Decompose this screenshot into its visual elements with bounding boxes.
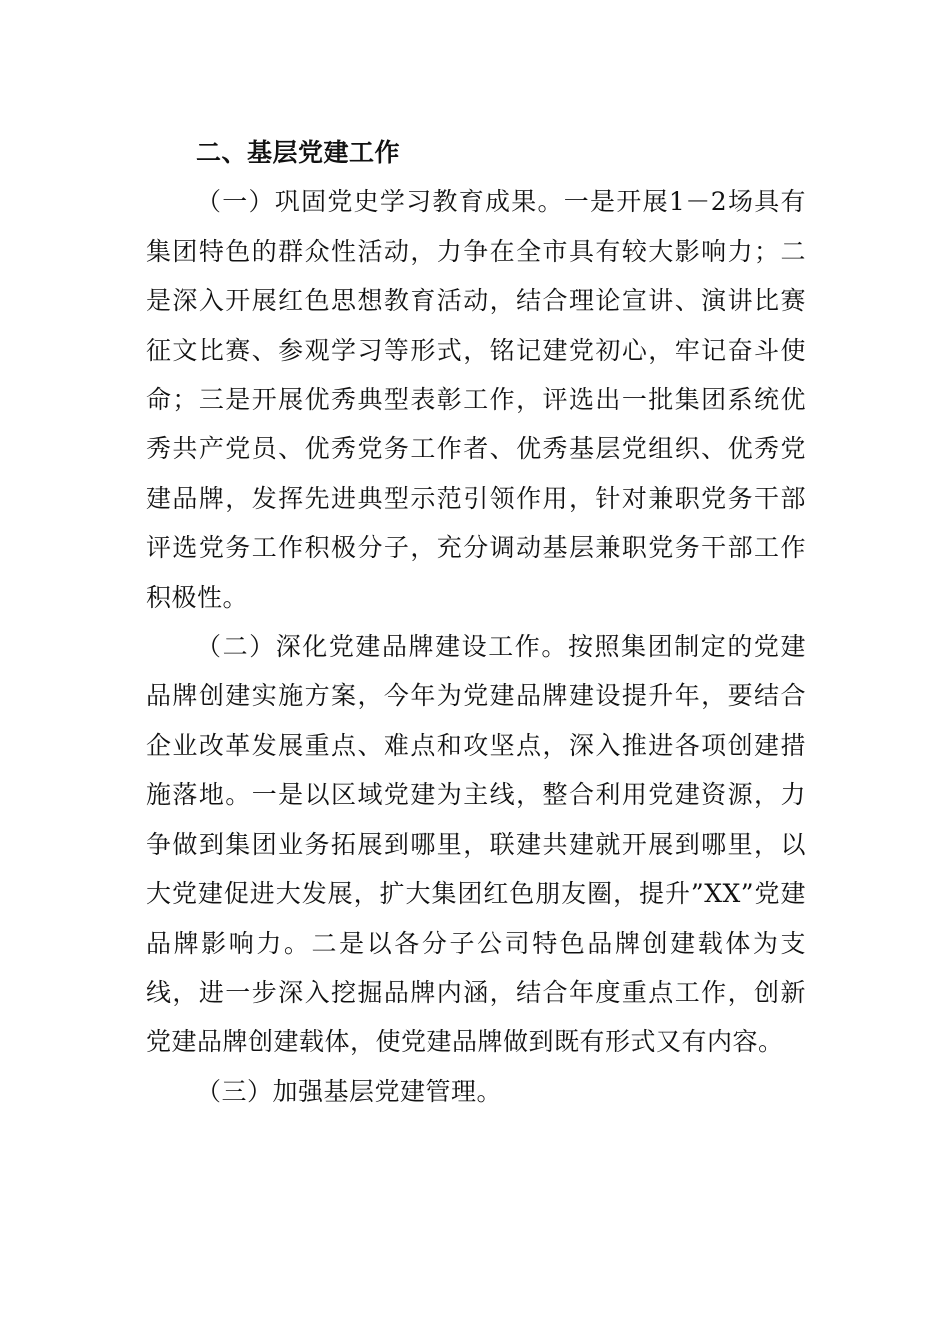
paragraph-consolidate-party-history: （一）巩固党史学习教育成果。一是开展1－2场具有集团特色的群众性活动，力争在全市具有较大影响力；二是深入开展红色思想教育活动，结合理论宣讲、演讲比赛征文比赛、参观学习等形式，铭记建党初心，牢记奋斗使命；三是开展优秀典型表彰工作，评选出一批集团系统优秀共产党员、优秀党务工作者、优秀基层党组织、优秀党建品牌，发挥先进典型示范引领作用，针对兼职党务干部评选党务工作积极分子，充分调动基层兼职党务干部工作积极性。 xyxy=(146,187,806,612)
section-heading: 二、基层党建工作 xyxy=(196,138,401,167)
paragraph-party-brand-building: （二）深化党建品牌建设工作。按照集团制定的党建品牌创建实施方案，今年为党建品牌建设提升年，要结合企业改革发展重点、难点和攻坚点，深入推进各项创建措施落地。一是以区域党建为主线，整合利用党建资源，力争做到集团业务拓展到哪里，联建共建就开展到哪里，以大党建促进大发展，扩大集团红色朋友圈，提升”XX”党建品牌影响力。二是以各分子公司特色品牌创建载体为支线，进一步深入挖掘品牌内涵，结合年度重点工作，创新党建品牌创建载体，使党建品牌做到既有形式又有内容。 xyxy=(146,632,806,1057)
paragraph-grassroots-management: （三）加强基层党建管理。 xyxy=(196,1076,503,1106)
document-body xyxy=(146,128,806,1116)
